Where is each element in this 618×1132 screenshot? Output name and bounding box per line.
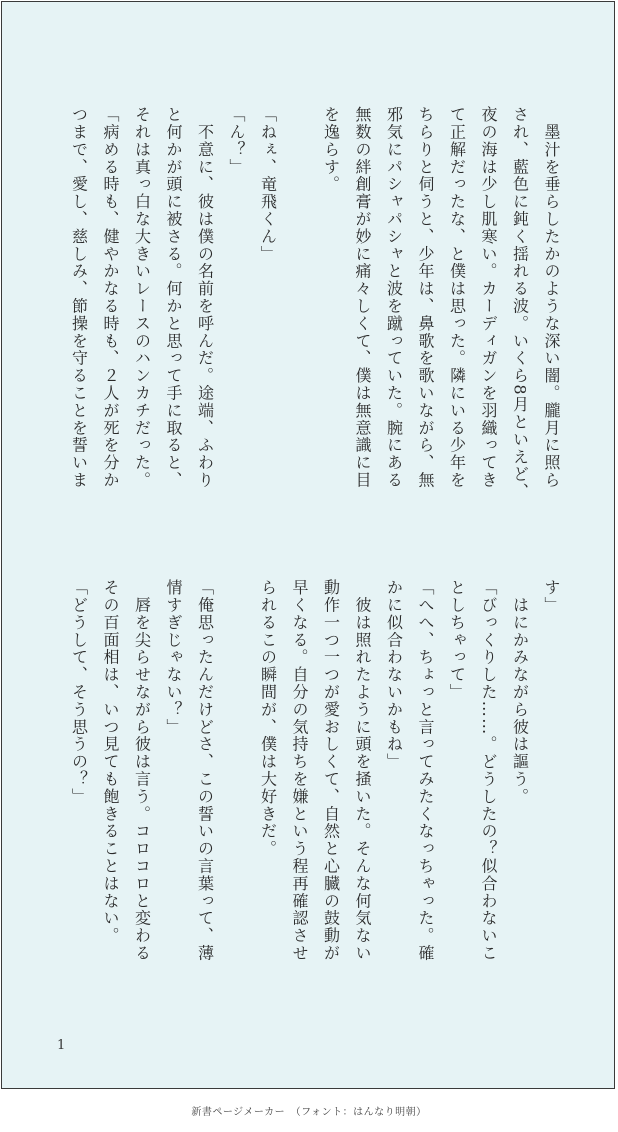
text-line: て正解だったな、と僕は思った。隣にいる少年を [447,106,467,489]
text-line: 情すぎじゃない？」 [164,579,183,736]
text-line: 「俺思ったんだけどさ、この誓いの言葉って、薄 [195,579,215,962]
text-line: 彼は照れたように頭を掻いた。そんな何気ない [353,579,372,962]
text-line: 「びっくりした……。どうしたの？似合わないこ [479,579,498,962]
text-line: 墨汁を垂らしたかのような深い闇。朧月に照ら [542,106,561,489]
text-line: と何かが頭に被さる。何かと思って手に取ると、 [164,106,183,489]
text-line: としちゃって」 [447,579,467,701]
text-line: 無数の絆創膏が妙に痛々しくて、僕は無意識に目 [353,106,372,489]
text-line: 動作一つ一つが愛おしくて、自然と心臓の鼓動が [321,579,341,962]
text-line: かに似合わないかもね」 [384,579,404,771]
text-line: ちらりと伺うと、少年は、鼻歌を歌いながら、無 [416,106,435,489]
text-line: はにかみながら彼は謳う。 [510,579,530,806]
novel-page [1,1,615,1089]
text-line: 不意に、彼は僕の名前を呼んだ。途端、ふわり [195,106,215,489]
text-line: 早くなる。自分の気持ちを嫌という程再確認させ [290,579,309,962]
text-line: その百面相は、いつ見ても飽きることはない。 [101,579,120,945]
text-line: 「どうして、そう思うの？」 [69,579,89,806]
text-line: 「ん？」 [227,106,246,176]
text-line: 「ねぇ、竜飛くん」 [258,106,278,263]
text-line: す」 [542,579,561,614]
text-line: 「病める時も、健やかなる時も、２人が死を分か [101,106,120,489]
text-line: 夜の海は少し肌寒い。カーディガンを羽織ってき [479,106,498,489]
text-line: それは真っ白な大きいレースのハンカチだった。 [132,106,152,489]
text-line: 唇を尖らせながら彼は言う。コロコロと変わる [132,579,152,962]
blank-line [284,106,316,526]
text-line: 「へへ、ちょっと言ってみたくなっちゃった。確 [416,579,435,962]
text-line: を逸らす。 [321,106,341,193]
text-line: 邪気にパシャパシャと波を蹴っていた。腕にある [384,106,404,489]
text-line: つまで、愛し、慈しみ、節操を守ることを誓いま [69,106,89,489]
footer-credit: 新書ページメーカー （フォント：はんなり明朝） [191,1107,427,1118]
text-line: され、藍色に鈍く揺れる波。いくら8月といえど、 [510,106,530,501]
blank-line [221,579,253,1004]
page-number: 1 [57,1038,66,1053]
text-block-lower [47,579,567,1004]
text-block-upper [47,106,567,526]
text-line: られるこの瞬間が、僕は大好きだ。 [258,579,278,858]
